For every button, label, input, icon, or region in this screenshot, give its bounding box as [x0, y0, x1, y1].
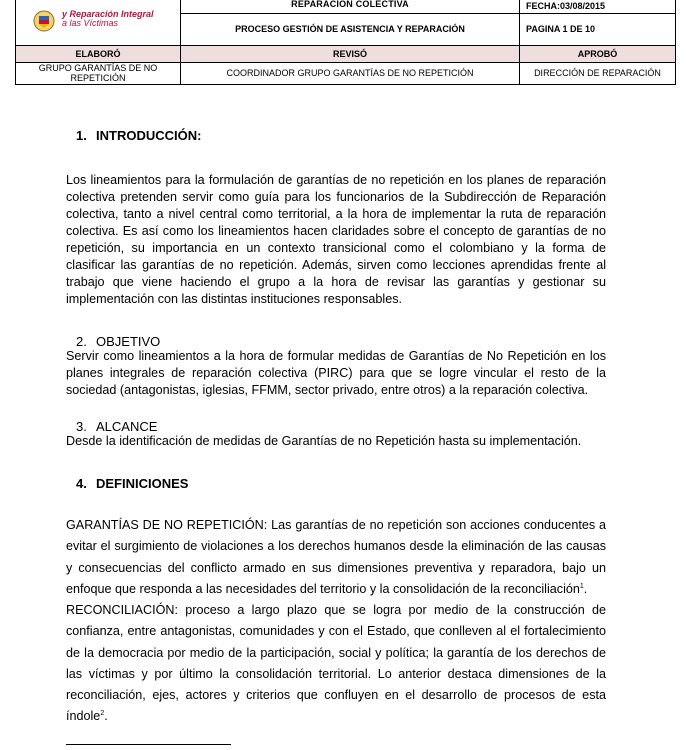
footnote-separator [66, 744, 231, 745]
definition-term: RECONCILIACIÓN: [66, 603, 178, 617]
section-heading-objetivo [76, 334, 160, 349]
definition-end: . [104, 709, 108, 724]
section-number: 3. [76, 419, 87, 434]
column-elaboro: ELABORÓ [16, 45, 181, 62]
section-title: OBJETIVO [96, 334, 161, 349]
signature-reviso: COORDINADOR GRUPO GARANTÍAS DE NO REPETICIÓN [181, 62, 520, 84]
logo-cell [16, 0, 181, 45]
definition-reconciliacion [66, 600, 606, 728]
definition-text: Las garantías de no repetición son acciones conducentes a evitar el surgimiento de violaciones a los derechos humanos desde la eliminación de las causas y consecuencias del conflicto armado en sus dimensiones preventiva y reparadora, bajo un enfoque que responda a las necesidades del territorio y la consolidación de la reconciliación [66, 518, 606, 596]
colombia-seal-icon [30, 10, 58, 32]
logo-line-1: y Reparación Integral [62, 8, 154, 19]
signature-elaboro: GRUPO GARANTÍAS DE NO REPETICIÓN [16, 62, 181, 84]
section-heading-intro [76, 128, 201, 143]
section-number: 2. [76, 334, 87, 349]
objetivo-paragraph: Servir como lineamientos a la hora de formular medidas de Garantías de No Repetición en los planes integrales de reparación colectiva (PIRC) para que se logre vincular el resto de la sociedad (antagonistas, iglesias, FFMM, sector privado, entre otros) a la reparación colectiva. [66, 349, 606, 397]
section-title: ALCANCE [96, 419, 158, 434]
date-field: FECHA:03/08/2015 [520, 0, 676, 14]
section-number: 4. [76, 476, 87, 491]
definition-text: proceso a largo plazo que se logra por medio de la construcción de confianza, entre antagonistas, comunidades y con el Estado, que conlleven al el fortalecimiento de la democracia por medio de la participación, social y política; la garantía de los derechos de las víctimas y por último la consolidación territorial. Lo anterior destaca dimensiones de la reconciliación, ejes, actores y criterios que confluyen en el desarrollo de procesos de esta índole [66, 603, 606, 724]
process-name: PROCESO GESTIÓN DE ASISTENCIA Y REPARACIÓN [181, 14, 520, 46]
section-number: 1. [76, 128, 87, 143]
definition-term: GARANTÍAS DE NO REPETICIÓN: [66, 518, 268, 532]
definition-end: . [583, 581, 588, 596]
column-aprobo: APROBÓ [520, 45, 676, 62]
column-reviso: REVISÓ [181, 45, 520, 62]
logo-text [62, 10, 154, 28]
section-title: INTRODUCCIÓN: [96, 128, 202, 143]
alcance-paragraph: Desde la identificación de medidas de Garantías de no Repetición hasta su implementación. [66, 434, 582, 448]
footnote-ref[interactable]: 2 [100, 710, 105, 718]
section-heading-definiciones [76, 476, 188, 491]
signature-aprobo: DIRECCIÓN DE REPARACIÓN [520, 62, 676, 84]
section-title: DEFINICIONES [96, 476, 189, 491]
logo-line-2: a las Víctimas [62, 17, 119, 28]
document-title: REPARACIÓN COLECTIVA [181, 0, 520, 14]
page-number: PAGINA 1 DE 10 [520, 14, 676, 46]
footnote-ref[interactable]: 1 [579, 582, 584, 590]
intro-paragraph: Los lineamientos para la formulación de garantías de no repetición en los planes de reparación colectiva pretenden servir como guía para los funcionarios de la Subdirección de Reparación colectiva, tanto a nivel central como territorial, a la hora de implementar la ruta de reparación colectiva. Es así como los lineamientos hacen claridades sobre el concepto de garantías de no repetición, su importancia en un contexto transicional como el colombiano y la forma de clasificar las garantías de no repetición. Además, sirven como lecciones aprendidas frente al trabajo que viene haciendo el grupo a la hora de revisar las garantías y gestionar su implementación con las distintas instituciones responsables. [66, 173, 606, 306]
section-heading-alcance [76, 419, 157, 434]
document-header [15, 0, 675, 85]
definition-garantias [66, 515, 606, 600]
